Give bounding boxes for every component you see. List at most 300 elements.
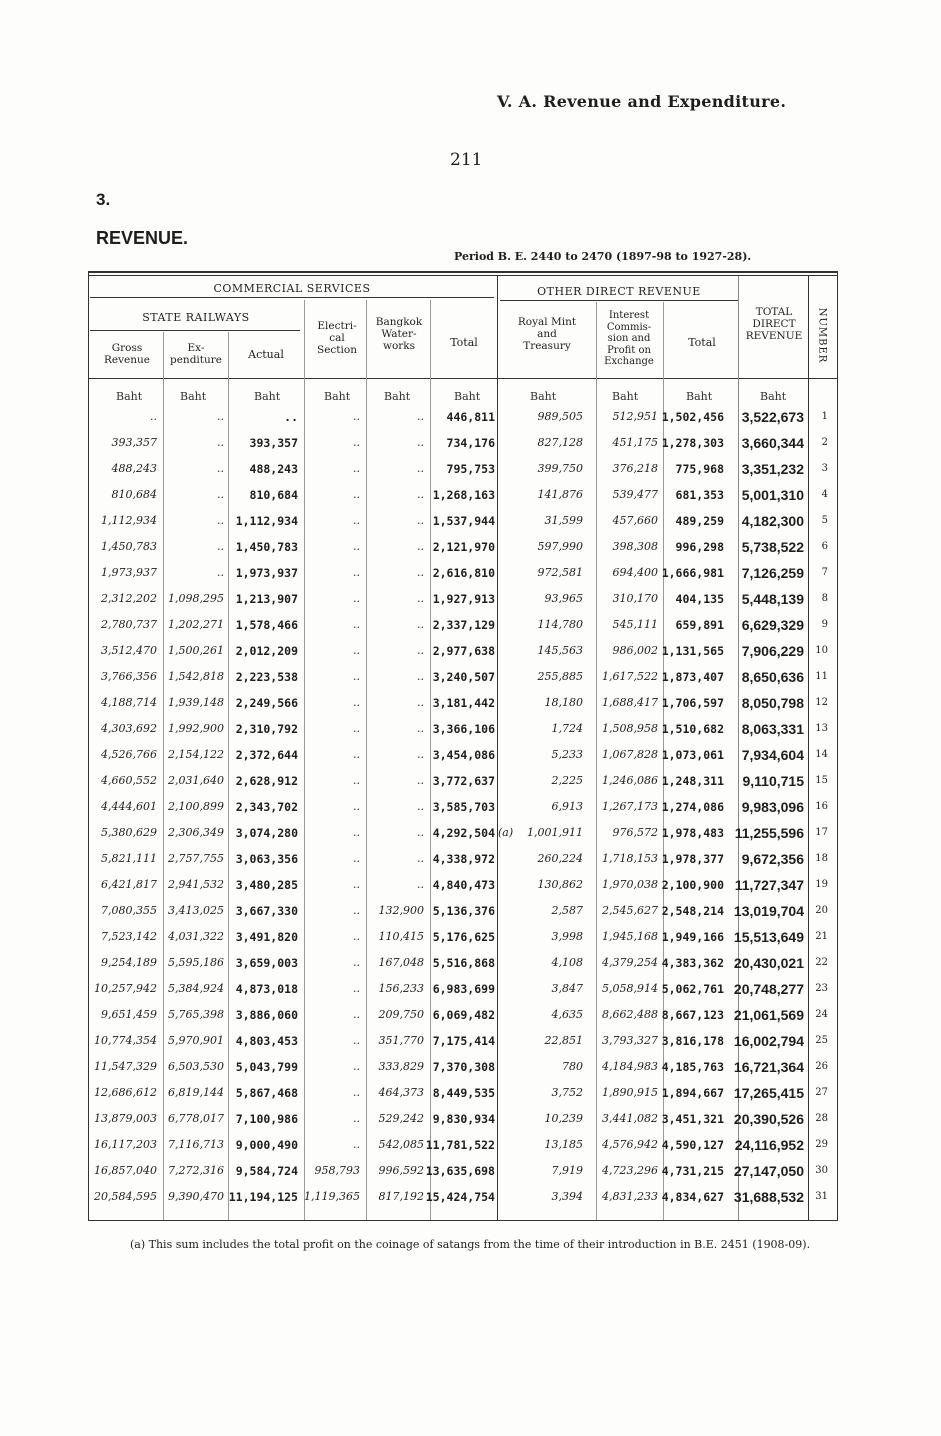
cell-other-total: 1,131,565 (661, 644, 724, 658)
cell-exp: 5,765,398 (168, 1008, 224, 1021)
cell-gross: 4,188,714 (101, 696, 157, 709)
table-row (0, 820, 941, 846)
cell-elec: .. (353, 878, 360, 891)
cell-other-total: 1,978,377 (661, 852, 724, 866)
cell-water: 333,829 (378, 1060, 424, 1073)
unit-mint: Baht (530, 390, 557, 403)
cell-mint: 13,185 (544, 1138, 583, 1151)
cell-n: 7 (821, 567, 828, 578)
cell-exp: 2,306,349 (168, 826, 224, 839)
cell-interest: 5,058,914 (602, 982, 658, 995)
cell-interest: 976,572 (612, 826, 658, 839)
cell-actual: 5,867,468 (235, 1086, 298, 1100)
gross-revenue-header: Gross Revenue (103, 342, 150, 366)
cell-elec: .. (353, 488, 360, 501)
cell-actual: 9,584,724 (235, 1164, 298, 1178)
cell-other-total: 2,100,900 (661, 878, 724, 892)
cell-total: 8,449,535 (432, 1086, 495, 1100)
cell-other-total: 1,978,483 (661, 826, 724, 840)
cell-n: 14 (815, 749, 828, 760)
cell-other-total: 1,894,667 (661, 1086, 724, 1100)
cell-exp: .. (217, 540, 224, 553)
royal-mint-header: Royal Mint and Treasury (517, 316, 577, 352)
cell-exp: 2,100,899 (168, 800, 224, 813)
cell-exp: 1,098,295 (168, 592, 224, 605)
cell-mint: 4,108 (551, 956, 583, 969)
cell-total: 6,069,482 (432, 1008, 495, 1022)
cell-exp: 1,992,900 (168, 722, 224, 735)
cell-elec: .. (353, 670, 360, 683)
period-caption: Period B. E. 2440 to 2470 (1897-98 to 1927-28). (454, 250, 752, 263)
cell-direct: 27,147,050 (733, 1163, 804, 1179)
cell-direct: 9,110,715 (742, 773, 804, 789)
cell-other-total: 3,451,321 (661, 1112, 724, 1126)
cell-mint: 145,563 (537, 644, 583, 657)
waterworks-header: Bangkok Water- works (375, 316, 423, 352)
cell-other-total: 1,274,086 (661, 800, 724, 814)
table-row (0, 742, 941, 768)
table-row (0, 404, 941, 430)
cell-total: 2,337,129 (432, 618, 495, 632)
cell-elec: .. (353, 1086, 360, 1099)
other-direct-header: OTHER DIRECT REVENUE (537, 285, 701, 298)
cell-actual: 11,194,125 (228, 1190, 298, 1204)
cell-actual: 3,063,356 (235, 852, 298, 866)
cell-direct: 5,448,139 (741, 591, 804, 607)
cell-interest: 1,688,417 (602, 696, 658, 709)
table-row (0, 586, 941, 612)
commercial-services-header: COMMERCIAL SERVICES (213, 282, 371, 295)
cell-elec: .. (353, 618, 360, 631)
cell-direct: 3,522,673 (741, 409, 804, 425)
cell-actual: 2,372,644 (235, 748, 298, 762)
cell-gross: 488,243 (111, 462, 157, 475)
cell-direct: 20,390,526 (733, 1111, 804, 1127)
cell-mint: 260,224 (537, 852, 583, 865)
cell-other-total: 1,949,166 (661, 930, 724, 944)
cell-actual: 3,659,003 (235, 956, 298, 970)
cell-actual: 2,223,538 (235, 670, 298, 684)
cell-actual: 3,491,820 (235, 930, 298, 944)
cell-water: 542,085 (378, 1138, 424, 1151)
cell-water: 209,750 (378, 1008, 424, 1021)
cell-direct: 8,063,331 (741, 721, 804, 737)
cell-n: 30 (815, 1165, 828, 1176)
cell-mint: 3,847 (551, 982, 583, 995)
cell-n: 6 (821, 541, 828, 552)
cell-gross: 4,660,552 (101, 774, 157, 787)
cell-mint: 399,750 (537, 462, 583, 475)
cell-interest: 1,718,153 (602, 852, 658, 865)
cell-mint: 3,752 (551, 1086, 583, 1099)
cell-gross: 810,684 (111, 488, 157, 501)
cell-exp: 7,272,316 (168, 1164, 224, 1177)
electrical-header: Electri- cal Section (317, 320, 357, 356)
cell-other-total: 4,185,763 (661, 1060, 724, 1074)
cell-water: .. (417, 618, 424, 631)
cell-interest: 376,218 (612, 462, 658, 475)
cell-exp: .. (217, 514, 224, 527)
cell-gross: 13,879,003 (94, 1112, 157, 1125)
table-title: REVENUE. (96, 228, 189, 248)
cell-direct: 6,629,329 (741, 617, 804, 633)
cell-exp: .. (217, 566, 224, 579)
unit-interest: Baht (612, 390, 639, 403)
cell-water: .. (417, 488, 424, 501)
cell-gross: 10,774,354 (94, 1034, 157, 1047)
cell-mint: 255,885 (537, 670, 583, 683)
cell-n: 24 (815, 1009, 828, 1020)
cell-water: .. (417, 878, 424, 891)
cell-elec: .. (353, 566, 360, 579)
cell-water: 464,373 (378, 1086, 424, 1099)
cell-mint: 972,581 (537, 566, 583, 579)
cell-total: 4,338,972 (432, 852, 495, 866)
cell-water: 132,900 (378, 904, 424, 917)
cell-actual: 5,043,799 (235, 1060, 298, 1074)
cell-gross: 3,512,470 (101, 644, 157, 657)
cell-total: 5,136,376 (432, 904, 495, 918)
unit-gross: Baht (116, 390, 143, 403)
table-row (0, 1132, 941, 1158)
cell-elec: .. (353, 1138, 360, 1151)
cell-exp: 2,031,640 (168, 774, 224, 787)
cell-mint: 31,599 (544, 514, 583, 527)
cell-interest: 545,111 (612, 618, 658, 631)
cell-n: 4 (821, 489, 828, 500)
cell-exp: 7,116,713 (168, 1138, 224, 1151)
cell-interest: 1,617,522 (602, 670, 658, 683)
cell-total: 3,585,703 (432, 800, 495, 814)
other-total-header: Total (688, 336, 716, 349)
cell-actual: 2,343,702 (235, 800, 298, 814)
cell-n: 10 (815, 645, 828, 656)
cell-actual: 9,000,490 (235, 1138, 298, 1152)
cell-direct: 11,727,347 (734, 877, 804, 893)
cell-water: .. (417, 722, 424, 735)
cell-direct: 5,738,522 (741, 539, 804, 555)
cell-exp: 1,542,818 (168, 670, 224, 683)
table-row (0, 950, 941, 976)
cell-actual: 7,100,986 (235, 1112, 298, 1126)
cell-actual: 3,480,285 (235, 878, 298, 892)
cell-other-total: 996,298 (675, 540, 724, 554)
cell-n: 9 (821, 619, 828, 630)
number-header: NUMBER (816, 307, 828, 363)
cell-actual: 2,310,792 (235, 722, 298, 736)
cell-direct: 3,660,344 (741, 435, 804, 451)
cell-direct: 17,265,415 (733, 1085, 804, 1101)
cell-actual: 3,667,330 (235, 904, 298, 918)
cell-water: .. (417, 514, 424, 527)
table-row (0, 690, 941, 716)
cell-n: 2 (821, 437, 828, 448)
cell-other-total: 4,590,127 (661, 1138, 724, 1152)
cell-mint: 5,233 (551, 748, 583, 761)
cell-elec: .. (353, 852, 360, 865)
cell-n: 26 (815, 1061, 828, 1072)
cell-elec: .. (353, 956, 360, 969)
page-number: 211 (450, 150, 483, 170)
cell-interest: 4,831,233 (602, 1190, 658, 1203)
cell-interest: 4,184,983 (602, 1060, 658, 1073)
cell-actual: 1,112,934 (235, 514, 298, 528)
cell-water: .. (417, 592, 424, 605)
railways-rule (90, 330, 300, 331)
cell-interest: 539,477 (612, 488, 658, 501)
cell-total: 15,424,754 (425, 1190, 495, 1204)
cell-interest: 512,951 (612, 410, 658, 423)
table-row (0, 924, 941, 950)
cell-other-total: 1,073,061 (661, 748, 724, 762)
cell-interest: 1,267,173 (602, 800, 658, 813)
cell-exp: 5,384,924 (168, 982, 224, 995)
header-bottom-rule (88, 378, 838, 379)
table-row (0, 846, 941, 872)
cell-other-total: 404,135 (675, 592, 724, 606)
cell-elec: .. (353, 722, 360, 735)
cell-n: 22 (815, 957, 828, 968)
cell-water: 351,770 (378, 1034, 424, 1047)
cell-gross: 1,112,934 (101, 514, 157, 527)
cell-gross: 5,821,111 (101, 852, 157, 865)
cell-elec: .. (353, 1112, 360, 1125)
table-row (0, 716, 941, 742)
cell-total: 1,927,913 (432, 592, 495, 606)
cell-mint: 6,913 (551, 800, 583, 813)
cell-other-total: 1,873,407 (661, 670, 724, 684)
table-row (0, 664, 941, 690)
cell-exp: 5,595,186 (168, 956, 224, 969)
table-row (0, 1158, 941, 1184)
cell-gross: 2,312,202 (101, 592, 157, 605)
table-row (0, 794, 941, 820)
cell-exp: 6,503,530 (168, 1060, 224, 1073)
cell-actual: 488,243 (249, 462, 298, 476)
cell-exp: 2,154,122 (168, 748, 224, 761)
cell-gross: 9,254,189 (101, 956, 157, 969)
cell-other-total: 489,259 (675, 514, 724, 528)
table-row (0, 898, 941, 924)
cell-elec: .. (353, 1008, 360, 1021)
cell-interest: 3,793,327 (602, 1034, 658, 1047)
cell-interest: 310,170 (612, 592, 658, 605)
cell-exp: .. (217, 488, 224, 501)
cell-direct: 21,061,569 (733, 1007, 804, 1023)
cell-exp: 1,939,148 (168, 696, 224, 709)
cell-n: 16 (815, 801, 828, 812)
cell-water: .. (417, 670, 424, 683)
table-row (0, 430, 941, 456)
cell-total: 3,454,086 (432, 748, 495, 762)
cell-mint: 7,919 (551, 1164, 583, 1177)
cell-total: 6,983,699 (432, 982, 495, 996)
cell-other-total: 4,731,215 (661, 1164, 724, 1178)
cell-other-total: 1,248,311 (661, 774, 724, 788)
unit-actual: Baht (254, 390, 281, 403)
cell-elec: .. (353, 592, 360, 605)
cell-gross: 393,357 (111, 436, 157, 449)
cell-mint: 989,505 (537, 410, 583, 423)
cell-mint: 141,876 (537, 488, 583, 501)
cell-interest: 398,308 (612, 540, 658, 553)
cell-actual: 1,450,783 (235, 540, 298, 554)
cell-water: .. (417, 852, 424, 865)
table-row (0, 768, 941, 794)
cell-water: .. (417, 566, 424, 579)
cell-total: 2,121,970 (432, 540, 495, 554)
cell-direct: 11,255,596 (734, 825, 804, 841)
cell-n: 1 (821, 411, 828, 422)
cell-interest: 986,002 (612, 644, 658, 657)
cell-other-total: 4,834,627 (661, 1190, 724, 1204)
cell-exp: 2,757,755 (168, 852, 224, 865)
cell-mint: 22,851 (544, 1034, 583, 1047)
cell-gross: 11,547,329 (94, 1060, 157, 1073)
cell-water: 529,242 (378, 1112, 424, 1125)
cell-direct: 20,430,021 (733, 955, 804, 971)
cell-exp: 1,500,261 (168, 644, 224, 657)
cell-elec: .. (353, 800, 360, 813)
cell-mint: 827,128 (537, 436, 583, 449)
cell-mint: 2,587 (551, 904, 583, 917)
cell-other-total: 659,891 (675, 618, 724, 632)
cell-interest: 2,545,627 (602, 904, 658, 917)
cell-gross: 1,450,783 (101, 540, 157, 553)
table-row (0, 560, 941, 586)
table-top-rule-thin (88, 275, 838, 276)
cell-exp: 3,413,025 (168, 904, 224, 917)
cell-actual: 2,249,566 (235, 696, 298, 710)
cell-total: 3,772,637 (432, 774, 495, 788)
cell-interest: 457,660 (612, 514, 658, 527)
cell-elec: 958,793 (314, 1164, 360, 1177)
cell-actual: 1,973,937 (235, 566, 298, 580)
cell-n: 3 (821, 463, 828, 474)
cell-n: 19 (815, 879, 828, 890)
commercial-total-header: Total (450, 336, 478, 349)
table-row (0, 1002, 941, 1028)
cell-mint: 10,239 (544, 1112, 583, 1125)
table-row (0, 534, 941, 560)
cell-mint: 3,998 (551, 930, 583, 943)
cell-interest: 1,970,038 (602, 878, 658, 891)
cell-n: 5 (821, 515, 828, 526)
cell-total: 5,516,868 (432, 956, 495, 970)
cell-elec: .. (353, 904, 360, 917)
cell-elec: .. (353, 826, 360, 839)
cell-elec: .. (353, 696, 360, 709)
cell-direct: 7,934,604 (741, 747, 804, 763)
cell-mint: 1,001,911 (527, 826, 583, 839)
cell-gross: 10,257,942 (94, 982, 157, 995)
cell-total: 2,616,810 (432, 566, 495, 580)
cell-actual: 2,012,209 (235, 644, 298, 658)
cell-interest: 1,067,828 (602, 748, 658, 761)
cell-mint: 2,225 (551, 774, 583, 787)
cell-elec: .. (353, 540, 360, 553)
cell-interest: 4,379,254 (602, 956, 658, 969)
cell-exp: .. (217, 462, 224, 475)
cell-other-total: 1,510,682 (661, 722, 724, 736)
table-row (0, 482, 941, 508)
cell-total: 13,635,698 (425, 1164, 495, 1178)
cell-total: 5,176,625 (432, 930, 495, 944)
cell-exp: 1,202,271 (168, 618, 224, 631)
footnote: (a) This sum includes the total profit on the coinage of satangs from the time of their introduction in B.E. 2451 (1908-09). (130, 1238, 811, 1251)
cell-actual: 4,803,453 (235, 1034, 298, 1048)
table-top-rule (88, 271, 838, 273)
cell-gross: 20,584,595 (94, 1190, 157, 1203)
cell-direct: 16,002,794 (733, 1033, 804, 1049)
cell-gross: 7,080,355 (101, 904, 157, 917)
cell-gross: 16,117,203 (94, 1138, 157, 1151)
cell-actual: 4,873,018 (235, 982, 298, 996)
table-row (0, 1184, 941, 1210)
cell-exp: 6,819,144 (168, 1086, 224, 1099)
table-row (0, 1080, 941, 1106)
other-rule (500, 300, 738, 301)
cell-other-total: 681,353 (675, 488, 724, 502)
cell-water: 110,415 (378, 930, 424, 943)
cell-elec: .. (353, 774, 360, 787)
expenditure-header: Ex- penditure (170, 342, 222, 366)
cell-total: 11,781,522 (425, 1138, 495, 1152)
cell-mint: 114,780 (537, 618, 583, 631)
cell-other-total: 1,278,303 (661, 436, 724, 450)
cell-gross: 7,523,142 (101, 930, 157, 943)
unit-water: Baht (384, 390, 411, 403)
section-title: V. A. Revenue and Expenditure. (497, 92, 787, 111)
cell-gross: 16,857,040 (94, 1164, 157, 1177)
cell-n: 23 (815, 983, 828, 994)
cell-direct: 16,721,364 (733, 1059, 804, 1075)
cell-direct: 8,650,636 (741, 669, 804, 685)
cell-interest: 694,400 (612, 566, 658, 579)
cell-n: 11 (815, 671, 828, 682)
cell-mint: 130,862 (537, 878, 583, 891)
cell-gross: 9,651,459 (101, 1008, 157, 1021)
cell-total: 3,181,442 (432, 696, 495, 710)
cell-gross: 4,526,766 (101, 748, 157, 761)
cell-mint: 18,180 (544, 696, 583, 709)
cell-water: .. (417, 800, 424, 813)
cell-elec: .. (353, 436, 360, 449)
cell-direct: 7,906,229 (741, 643, 804, 659)
cell-elec: .. (353, 1034, 360, 1047)
cell-other-total: 8,667,123 (661, 1008, 724, 1022)
cell-interest: 1,246,086 (602, 774, 658, 787)
cell-n: 15 (815, 775, 828, 786)
cell-total: 3,240,507 (432, 670, 495, 684)
cell-n: 31 (815, 1191, 828, 1202)
cell-elec: .. (353, 930, 360, 943)
commercial-rule (90, 297, 494, 298)
cell-mint: 780 (562, 1060, 583, 1073)
cell-mint: 93,965 (544, 592, 583, 605)
total-direct-header: TOTAL DIRECT REVENUE (745, 306, 803, 342)
cell-actual: 3,886,060 (235, 1008, 298, 1022)
table-row (0, 1028, 941, 1054)
cell-actual: 810,684 (249, 488, 298, 502)
cell-elec: .. (353, 514, 360, 527)
cell-interest: 1,890,915 (602, 1086, 658, 1099)
cell-total: 4,292,504 (432, 826, 495, 840)
table-row (0, 872, 941, 898)
unit-direct: Baht (760, 390, 787, 403)
cell-direct: 8,050,798 (741, 695, 804, 711)
cell-direct: 31,688,532 (733, 1189, 804, 1205)
